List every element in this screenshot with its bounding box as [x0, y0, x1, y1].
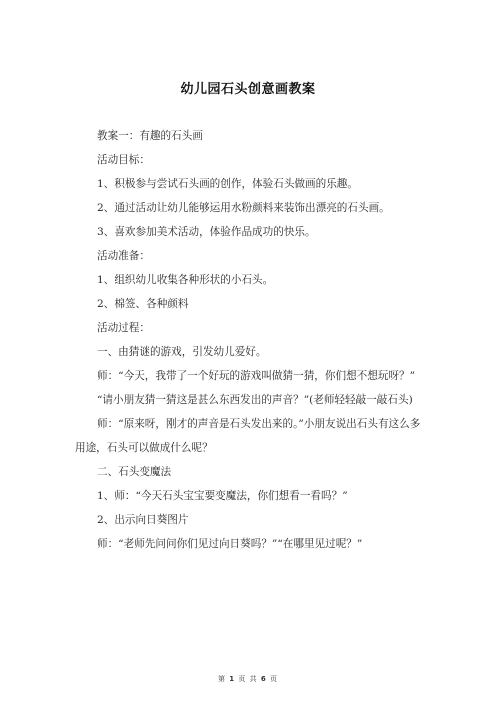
footer-prefix: 第	[218, 675, 227, 683]
footer-suffix: 页	[269, 675, 278, 683]
paragraph: 3、喜欢参加美术活动，体验作品成功的快乐。	[97, 226, 316, 238]
footer-page-number: 1	[229, 675, 236, 683]
paragraph: “请小朋友猜一猜这是甚么东西发出的声音？”(老师轻轻敲一敲石头)	[97, 394, 413, 406]
paragraph: 教案一：有趣的石头画	[97, 130, 203, 142]
paragraph: 师：“老师先问问你们见过向日葵吗？”“在哪里见过呢？”	[97, 538, 363, 550]
paragraph: 师：“今天，我带了一个好玩的游戏叫做猜一猜，你们想不想玩呀？”	[97, 370, 416, 382]
paragraph: 2、出示向日葵图片	[97, 514, 189, 526]
paragraph: 2、棉签、各种颜料	[97, 298, 189, 310]
paragraph: 1、师：“今天石头宝宝要变魔法，你们想看一看吗？”	[97, 490, 348, 502]
page-footer	[0, 674, 496, 684]
paragraph: 1、积极参与尝试石头画的创作，体验石头做画的乐趣。	[97, 178, 358, 190]
paragraph: 一、由猜谜的游戏，引发幼儿爱好。	[97, 346, 267, 358]
paragraph: 活动目标：	[97, 154, 150, 166]
paragraph: 师：“原来呀，刚才的声音是石头发出来的。”小朋友说出石头有这么多用途，石头可以做成什么呢？	[75, 418, 421, 454]
paragraph: 活动准备：	[97, 250, 150, 262]
paragraph: 2、通过活动让幼儿能够运用水粉颜料来装饰出漂亮的石头画。	[97, 202, 390, 214]
footer-total-pages: 6	[260, 675, 267, 683]
document-title: 幼儿园石头创意画教案	[180, 82, 316, 97]
paragraph: 1、组织幼儿收集各种形状的小石头。	[97, 274, 274, 286]
document-body	[75, 124, 423, 556]
paragraph: 活动过程：	[97, 322, 150, 334]
footer-middle: 页 共	[238, 675, 258, 683]
paragraph: 二、石头变魔法	[97, 466, 172, 478]
